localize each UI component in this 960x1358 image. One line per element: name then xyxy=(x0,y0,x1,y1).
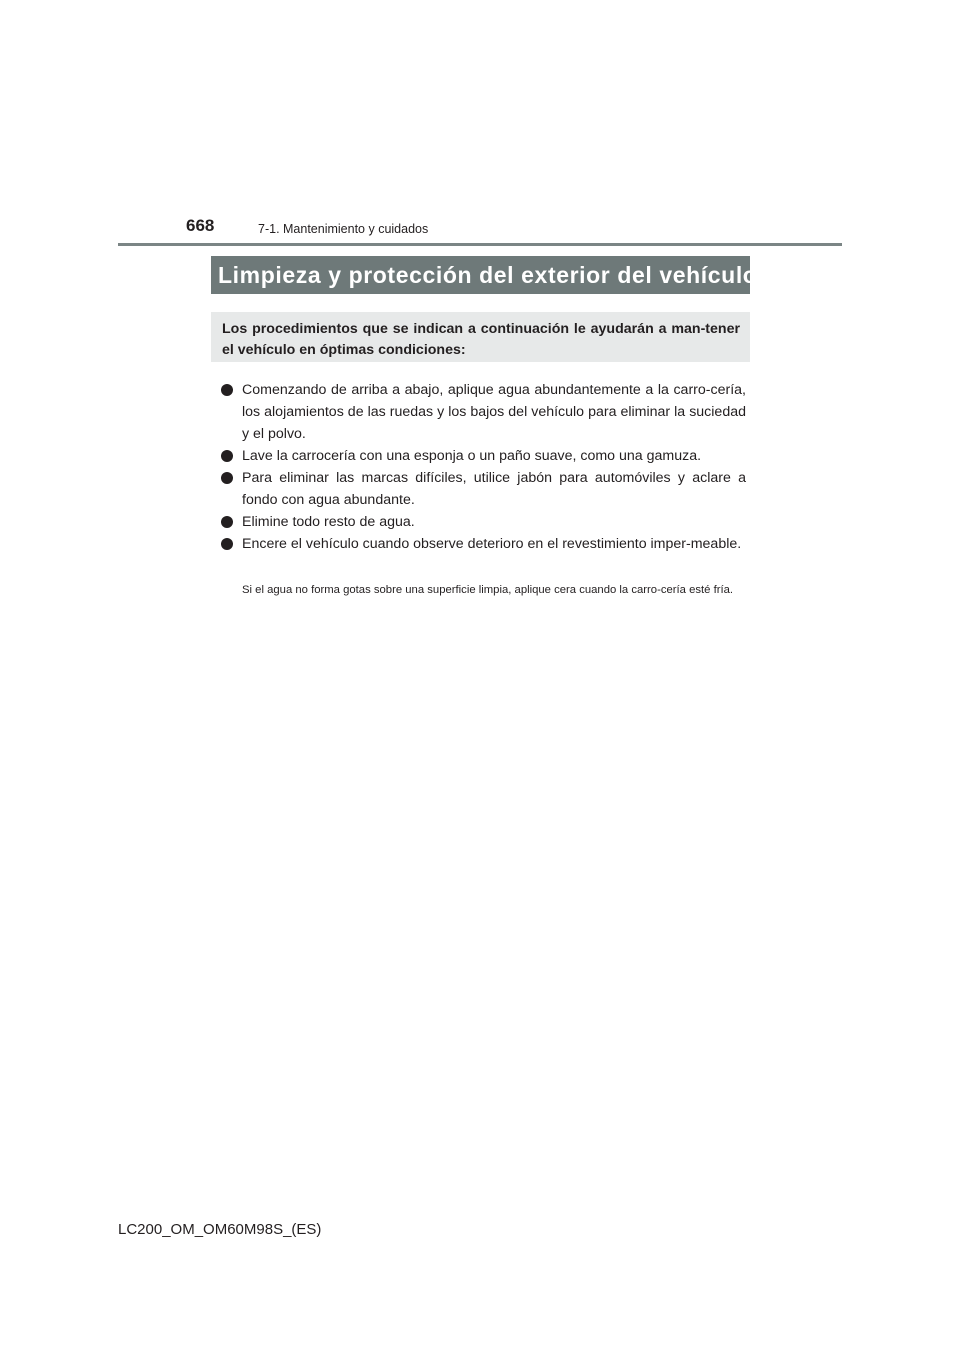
list-item-text: Lave la carrocería con una esponja o un paño suave, como una gamuza. xyxy=(242,448,702,464)
title-bar xyxy=(211,256,758,294)
bullet-icon xyxy=(221,450,233,462)
list-item xyxy=(220,379,746,445)
document-code: LC200_OM_OM60M98S_(ES) xyxy=(118,1221,322,1238)
list-item-text: Comenzando de arriba a abajo, aplique agua abundantemente a la carro-cería, los alojamientos de las ruedas y los bajos del vehículo para eliminar la suciedad y el polvo. xyxy=(242,382,746,442)
bullet-icon xyxy=(221,516,233,528)
list-item-text: Para eliminar las marcas difíciles, utilice jabón para automóviles y aclare a fondo con agua abundante. xyxy=(242,470,746,508)
list-item-text: Encere el vehículo cuando observe deterioro en el revestimiento imper-meable. xyxy=(242,536,742,552)
list-item xyxy=(220,511,746,533)
note-text: Si el agua no forma gotas sobre una superficie limpia, aplique cera cuando la carro-cería esté fría. xyxy=(242,584,734,596)
list-item xyxy=(220,445,746,467)
section-label: 7-1. Mantenimiento y cuidados xyxy=(258,222,429,236)
intro-text: Los procedimientos que se indican a continuación le ayudarán a man-tener el vehículo en óptimas condiciones: xyxy=(222,321,740,358)
list-item xyxy=(220,467,746,511)
bullet-list xyxy=(220,379,746,555)
page-title: Limpieza y protección del exterior del vehículo xyxy=(218,262,758,288)
list-item-text: Elimine todo resto de agua. xyxy=(242,514,415,530)
bullet-icon xyxy=(221,384,233,396)
bullet-icon xyxy=(221,472,233,484)
page-number: 668 xyxy=(186,216,215,235)
list-item xyxy=(220,533,746,555)
intro-box xyxy=(211,312,750,362)
header-divider xyxy=(118,243,842,246)
bullet-icon xyxy=(221,538,233,550)
